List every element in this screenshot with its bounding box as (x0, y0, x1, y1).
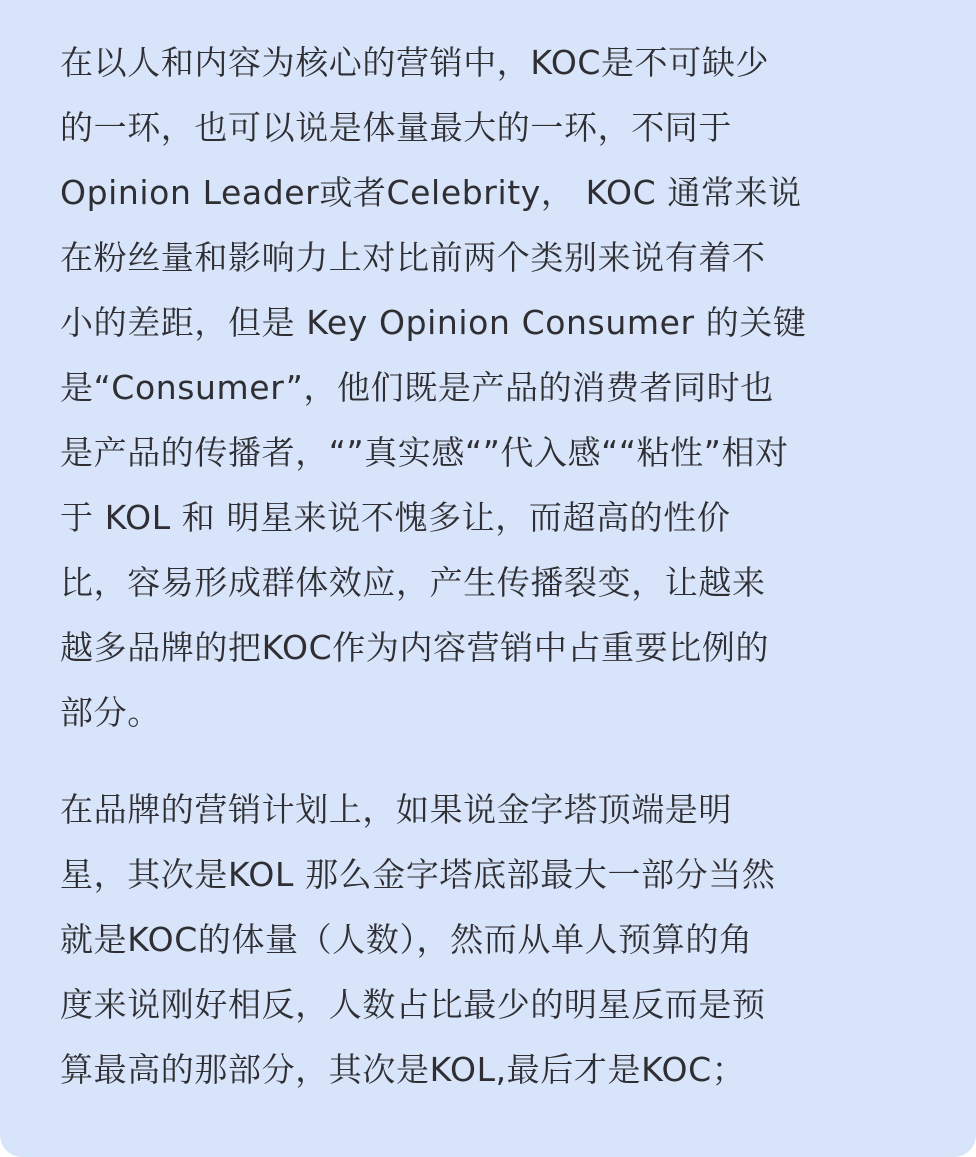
text-line: 在粉丝量和影响力上对比前两个类别来说有着不 (60, 238, 766, 277)
text-line: 于 KOL 和 明星来说不愧多让，而超高的性价 (60, 498, 731, 537)
text-line: 在以人和内容为核心的营销中，KOC是不可缺少 (60, 43, 770, 82)
text-line: 的一环，也可以说是体量最大的一环，不同于 (60, 108, 732, 147)
text-line: 越多品牌的把KOC作为内容营销中占重要比例的 (60, 628, 770, 667)
text-line: 在品牌的营销计划上，如果说金字塔顶端是明 (60, 790, 732, 829)
text-line: 部分。 (60, 693, 161, 732)
text-line: Opinion Leader或者Celebrity， KOC 通常来说 (60, 173, 802, 212)
text-line: 是产品的传播者，“”真实感“”代入感““粘性”相对 (60, 433, 789, 472)
text-line: 是“Consumer”，他们既是产品的消费者同时也 (60, 368, 774, 407)
paragraph-koc-role (60, 30, 807, 745)
text-line: 星，其次是KOL 那么金字塔底部最大一部分当然 (60, 855, 776, 894)
text-line: 比，容易形成群体效应，产生传播裂变，让越来 (60, 563, 766, 602)
text-line: 度来说刚好相反，人数占比最少的明星反而是预 (60, 985, 766, 1024)
text-line: 就是KOC的体量（人数），然而从单人预算的角 (60, 920, 753, 959)
text-line: 算最高的那部分，其次是KOL,最后才是KOC； (60, 1050, 746, 1089)
text-line: 小的差距，但是 Key Opinion Consumer 的关键 (60, 303, 807, 342)
paragraph-marketing-pyramid (60, 777, 776, 1102)
